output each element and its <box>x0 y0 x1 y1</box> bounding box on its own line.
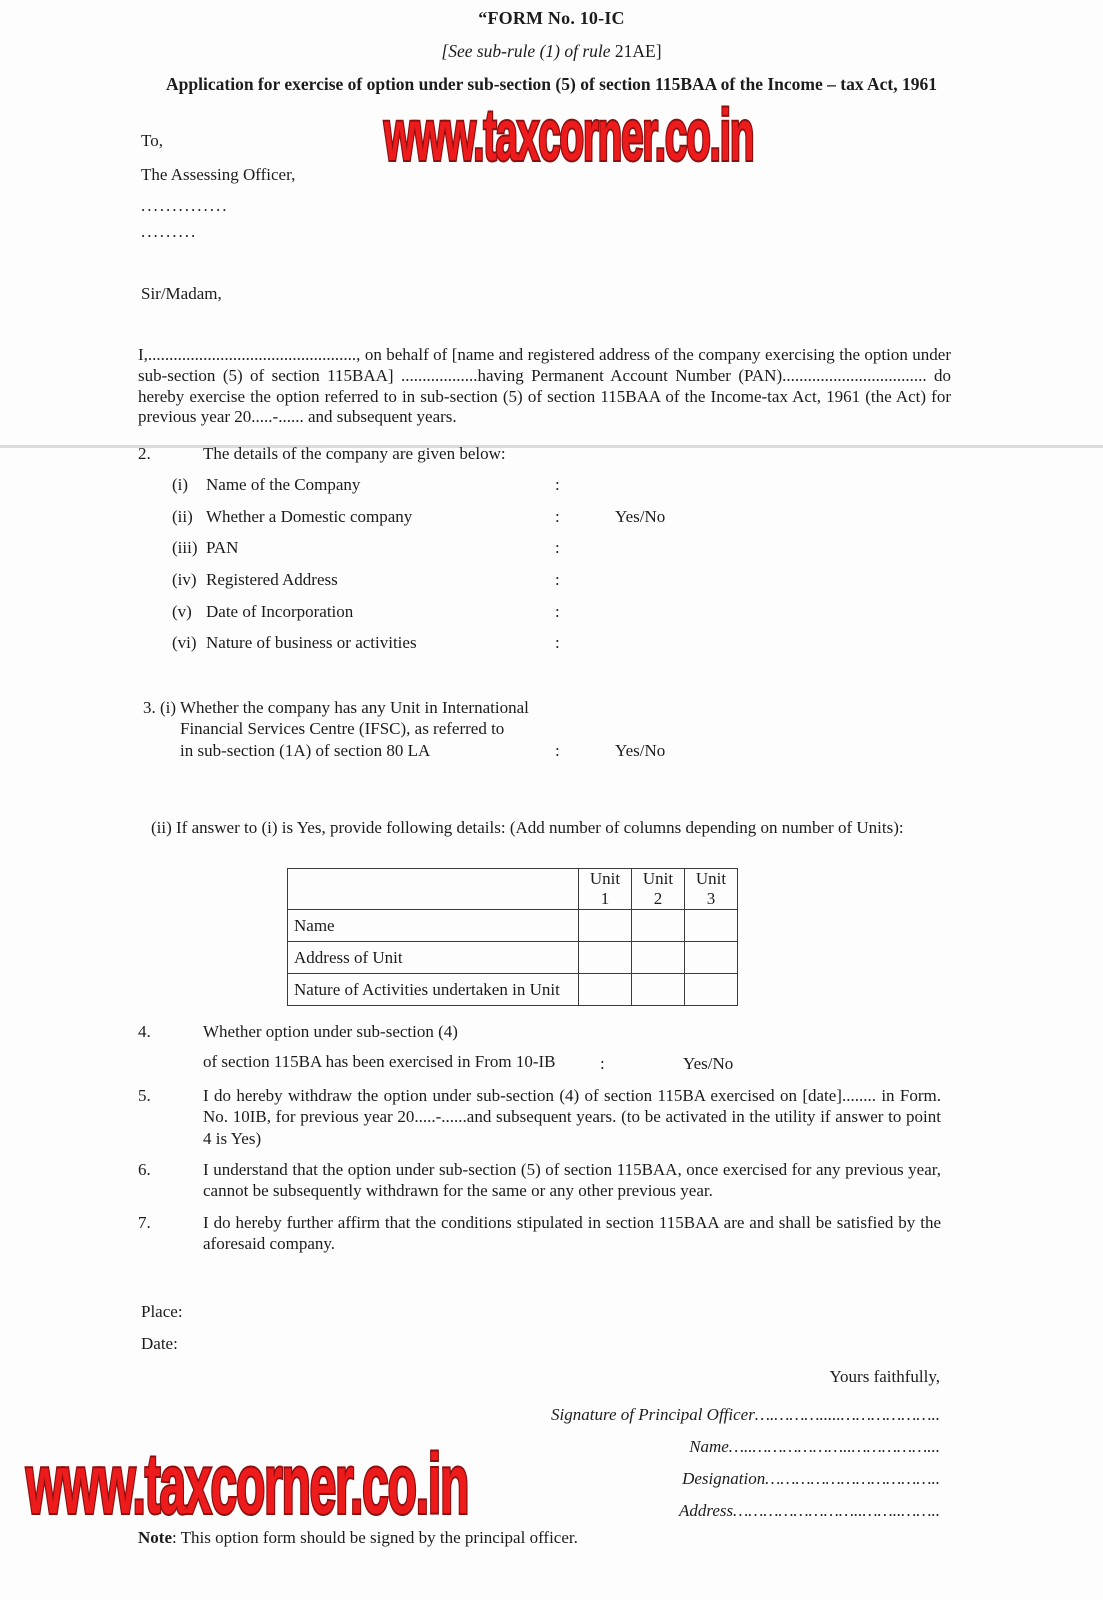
table-row-label: Nature of Activities undertaken in Unit <box>288 974 579 1006</box>
table-cell <box>632 974 685 1006</box>
table-header-unit3: Unit 3 <box>685 869 738 910</box>
taxcorner-watermark-top: www.taxcorner.co.in <box>384 96 754 176</box>
table-row-label: Address of Unit <box>288 942 579 974</box>
note-label: Note <box>138 1528 172 1547</box>
item-label: (i) <box>172 475 189 494</box>
section4 <box>138 1022 898 1072</box>
form-number-title: “FORM No. 10-IC <box>478 8 625 28</box>
section2-number: 2. <box>138 444 151 463</box>
item-colon: : <box>555 633 560 653</box>
table-row-label: Name <box>288 910 579 942</box>
unit-details-table <box>287 868 738 1006</box>
item-label: (iv) <box>172 570 197 590</box>
closing-yours-faithfully: Yours faithfully, <box>829 1367 940 1386</box>
table-header-unit1: Unit 1 <box>579 869 632 910</box>
table-cell <box>632 942 685 974</box>
recipient-address-blank-1: .............. <box>141 196 229 215</box>
section6-number: 6. <box>138 1160 151 1179</box>
table-cell <box>685 910 738 942</box>
sub-rule-regular-part: 21AE] <box>610 41 662 61</box>
table-cell <box>579 910 632 942</box>
address-line: Address……………………..……..…….. <box>678 1501 940 1520</box>
section5-number: 5. <box>138 1086 151 1105</box>
item-value: Yes/No <box>615 741 666 760</box>
application-title: Application for exercise of option under sub-section (5) of section 115BAA of the Income – tax Act, 1961 <box>166 74 937 94</box>
item-label: (ii) <box>172 506 193 526</box>
section3-line3: in sub-section (1A) of section 80 LA <box>180 740 431 760</box>
company-details-list <box>172 475 665 665</box>
item-text: Whether a Domestic company <box>206 506 413 526</box>
section6-text: I understand that the option under sub-section (5) of section 115BAA, once exercised for any previous year, cannot be subsequently withdrawn for the same or any other previous year. <box>203 1160 941 1201</box>
designation-line: Designation…………………………….. <box>682 1469 940 1488</box>
note-text: : This option form should be signed by the principal officer. <box>171 1528 578 1547</box>
salutation: Sir/Madam, <box>141 284 222 303</box>
name-line: Name…..………………..……………... <box>689 1437 940 1456</box>
item-colon: : <box>600 1054 605 1073</box>
table-cell <box>579 942 632 974</box>
sub-rule-italic-part: [See sub-rule (1) of rule <box>441 41 611 61</box>
company-detail-item <box>172 602 665 634</box>
company-detail-item <box>172 475 665 507</box>
item-text: Name of the Company <box>206 475 361 494</box>
item-colon: : <box>555 601 560 621</box>
item-text: Nature of business or activities <box>206 633 417 653</box>
item-colon: : <box>555 538 560 558</box>
table-cell <box>685 974 738 1006</box>
section2-heading: The details of the company are given below: <box>203 444 506 463</box>
section7-number: 7. <box>138 1213 151 1232</box>
declaration-paragraph: I,................................................., on behalf of [name and registered address of the company exercising the option under sub-section (5) of section 115BAA] ..................having Permanent Account Number (PAN).................................. do hereby exercise the option referred to in sub-section (5) of section 115BAA of the Income-tax Act, 1961 (the Act) for previous year 20.....-...... and subsequent years. <box>138 345 951 427</box>
table-header-row <box>288 869 738 910</box>
table-row <box>288 942 738 974</box>
table-cell <box>579 974 632 1006</box>
item-label: (vi) <box>172 633 197 653</box>
item-colon: : <box>555 506 560 526</box>
item-text: Date of Incorporation <box>206 601 354 621</box>
item-text: Registered Address <box>206 570 338 590</box>
table-corner-cell <box>288 869 579 910</box>
signature-block <box>440 1399 940 1527</box>
company-detail-item <box>172 538 665 570</box>
table-cell <box>685 942 738 974</box>
section6 <box>138 1159 941 1202</box>
table-cell <box>632 910 685 942</box>
item-label: (v) <box>172 601 192 621</box>
company-detail-item <box>172 507 665 539</box>
sub-rule-line <box>0 41 1103 62</box>
taxcorner-watermark-bottom: www.taxcorner.co.in <box>26 1437 469 1531</box>
table-row <box>288 910 738 942</box>
recipient-address-blank-2: ......... <box>141 222 198 241</box>
place-label: Place: <box>141 1302 183 1321</box>
section2-heading-row <box>138 444 838 464</box>
item-value: Yes/No <box>683 1054 734 1073</box>
item-label: (iii) <box>172 538 198 558</box>
company-detail-item <box>172 570 665 602</box>
section4-line1: Whether option under sub-section (4) <box>203 1022 458 1041</box>
section7 <box>138 1212 941 1255</box>
item-colon: : <box>555 475 560 494</box>
signature-line: Signature of Principal Officer….……….....……………….. <box>551 1405 940 1424</box>
date-label: Date: <box>141 1334 178 1353</box>
recipient-officer: The Assessing Officer, <box>141 165 296 184</box>
item-colon: : <box>555 741 560 760</box>
item-value: Yes/No <box>615 506 666 526</box>
recipient-to: To, <box>141 131 163 150</box>
section3-line2: Financial Services Centre (IFSC), as referred to <box>180 719 505 739</box>
table-row <box>288 974 738 1006</box>
item-text: PAN <box>206 538 239 558</box>
section3-line1: 3. (i) Whether the company has any Unit in International <box>143 698 529 717</box>
company-detail-item <box>172 633 665 665</box>
section4-number: 4. <box>138 1022 151 1041</box>
note-line <box>138 1528 578 1548</box>
section4-line2: of section 115BA has been exercised in From 10-IB <box>203 1052 556 1071</box>
table-header-unit2: Unit 2 <box>632 869 685 910</box>
section7-text: I do hereby further affirm that the conditions stipulated in section 115BAA are and shall be satisfied by the aforesaid company. <box>203 1213 941 1254</box>
item-colon: : <box>555 570 560 590</box>
section3-item-i <box>143 697 763 761</box>
section5 <box>138 1085 941 1149</box>
section3-item-ii: (ii) If answer to (i) is Yes, provide following details: (Add number of columns depending on number of Units): <box>151 818 904 837</box>
section5-text: I do hereby withdraw the option under sub-section (4) of section 115BA exercised on [date]........ in Form. No. 10IB, for previous year 20.....-......and subsequent years. (to be activated in the utility if answer to point 4 is Yes) <box>203 1086 941 1148</box>
